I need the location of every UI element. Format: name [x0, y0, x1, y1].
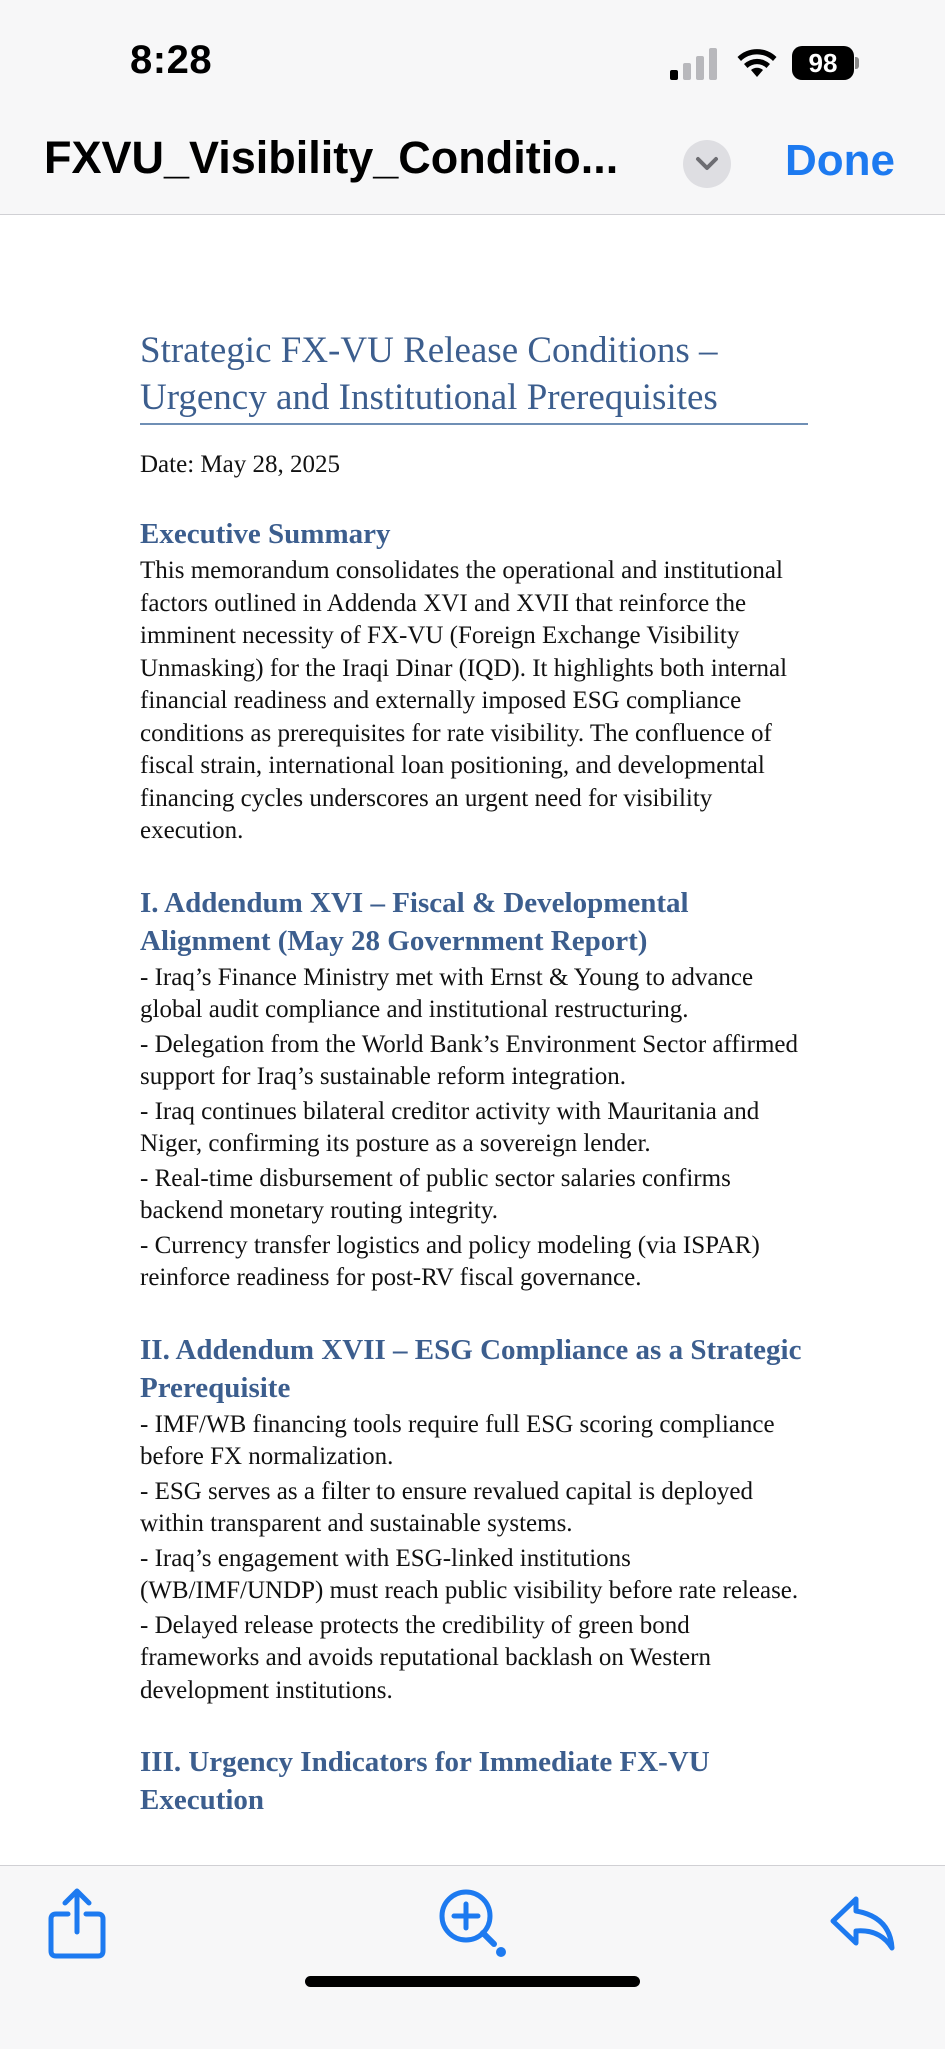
- section-1-item: - Iraq’s Finance Ministry met with Ernst & Young to advance global audit compliance and institutional restructuring.: [140, 963, 754, 1023]
- section-2-item: - Iraq’s engagement with ESG-linked institutions (WB/IMF/UNDP) must reach public visibility before rate release.: [140, 1544, 799, 1604]
- title-menu-button[interactable]: [683, 140, 731, 188]
- markup-zoom-icon[interactable]: [436, 1886, 508, 1958]
- reply-icon[interactable]: [828, 1894, 896, 1952]
- document-heading-line1: Strategic FX-VU Release Conditions –: [140, 330, 718, 371]
- document-heading-line2: Urgency and Institutional Prerequisites: [140, 377, 718, 418]
- home-indicator[interactable]: [305, 1976, 640, 1987]
- section-1-item: - Currency transfer logistics and policy modeling (via ISPAR) reinforce readiness for post-RV fiscal governance.: [140, 1231, 760, 1291]
- executive-summary-heading: Executive Summary: [140, 518, 391, 550]
- section-2-item: - ESG serves as a filter to ensure revalued capital is deployed within transparent and sustainable systems.: [140, 1477, 753, 1537]
- section-1-item: - Delegation from the World Bank’s Environment Sector affirmed support for Iraq’s sustainable reform integration.: [140, 1030, 799, 1090]
- document-heading: [140, 327, 808, 425]
- section-1-item: - Iraq continues bilateral creditor activity with Mauritania and Niger, confirming its posture as a sovereign lender.: [140, 1097, 760, 1157]
- section-1-heading: I. Addendum XVI – Fiscal & Developmental Alignment (May 28 Government Report): [140, 886, 689, 957]
- document-page[interactable]: [0, 215, 945, 1865]
- executive-summary-body: This memorandum consolidates the operational and institutional factors outlined in Addenda XVI and XVII that reinforce the imminent necessity of FX-VU (Foreign Exchange Visibility Unmasking) for the Iraqi Dinar (IQD). It highlights both internal financial readiness and externally imposed ESG compliance conditions as prerequisites for rate visibility. The confluence of fiscal strain, international loan positioning, and developmental financing cycles underscores an urgent need for visibility execution.: [140, 557, 788, 844]
- share-icon[interactable]: [46, 1888, 108, 1960]
- section-2-heading: II. Addendum XVII – ESG Compliance as a Strategic Prerequisite: [140, 1333, 802, 1404]
- battery-cap: [855, 57, 859, 69]
- document-title[interactable]: FXVU_Visibility_Conditio...: [44, 132, 619, 183]
- section-3-heading: III. Urgency Indicators for Immediate FX-VU Execution: [140, 1746, 710, 1816]
- section-2-item: - Delayed release protects the credibility of green bond frameworks and avoids reputational backlash on Western development institutions.: [140, 1611, 711, 1704]
- wifi-icon: [736, 46, 778, 78]
- battery-percent: 98: [792, 46, 854, 80]
- done-button[interactable]: Done: [785, 136, 895, 185]
- document-date: Date: May 28, 2025: [140, 451, 340, 478]
- battery-icon: [792, 46, 860, 80]
- cellular-signal-icon: [670, 48, 718, 80]
- document-content: [140, 327, 808, 1819]
- chevron-down-icon: [695, 154, 719, 174]
- bottom-toolbar: [0, 1865, 945, 2049]
- nav-bar: [0, 120, 945, 215]
- status-bar: [0, 0, 945, 120]
- section-2-item: - IMF/WB financing tools require full ESG scoring compliance before FX normalization.: [140, 1410, 775, 1470]
- status-time: 8:28: [130, 38, 213, 82]
- section-1-item: - Real-time disbursement of public sector salaries confirms backend monetary routing integrity.: [140, 1164, 731, 1224]
